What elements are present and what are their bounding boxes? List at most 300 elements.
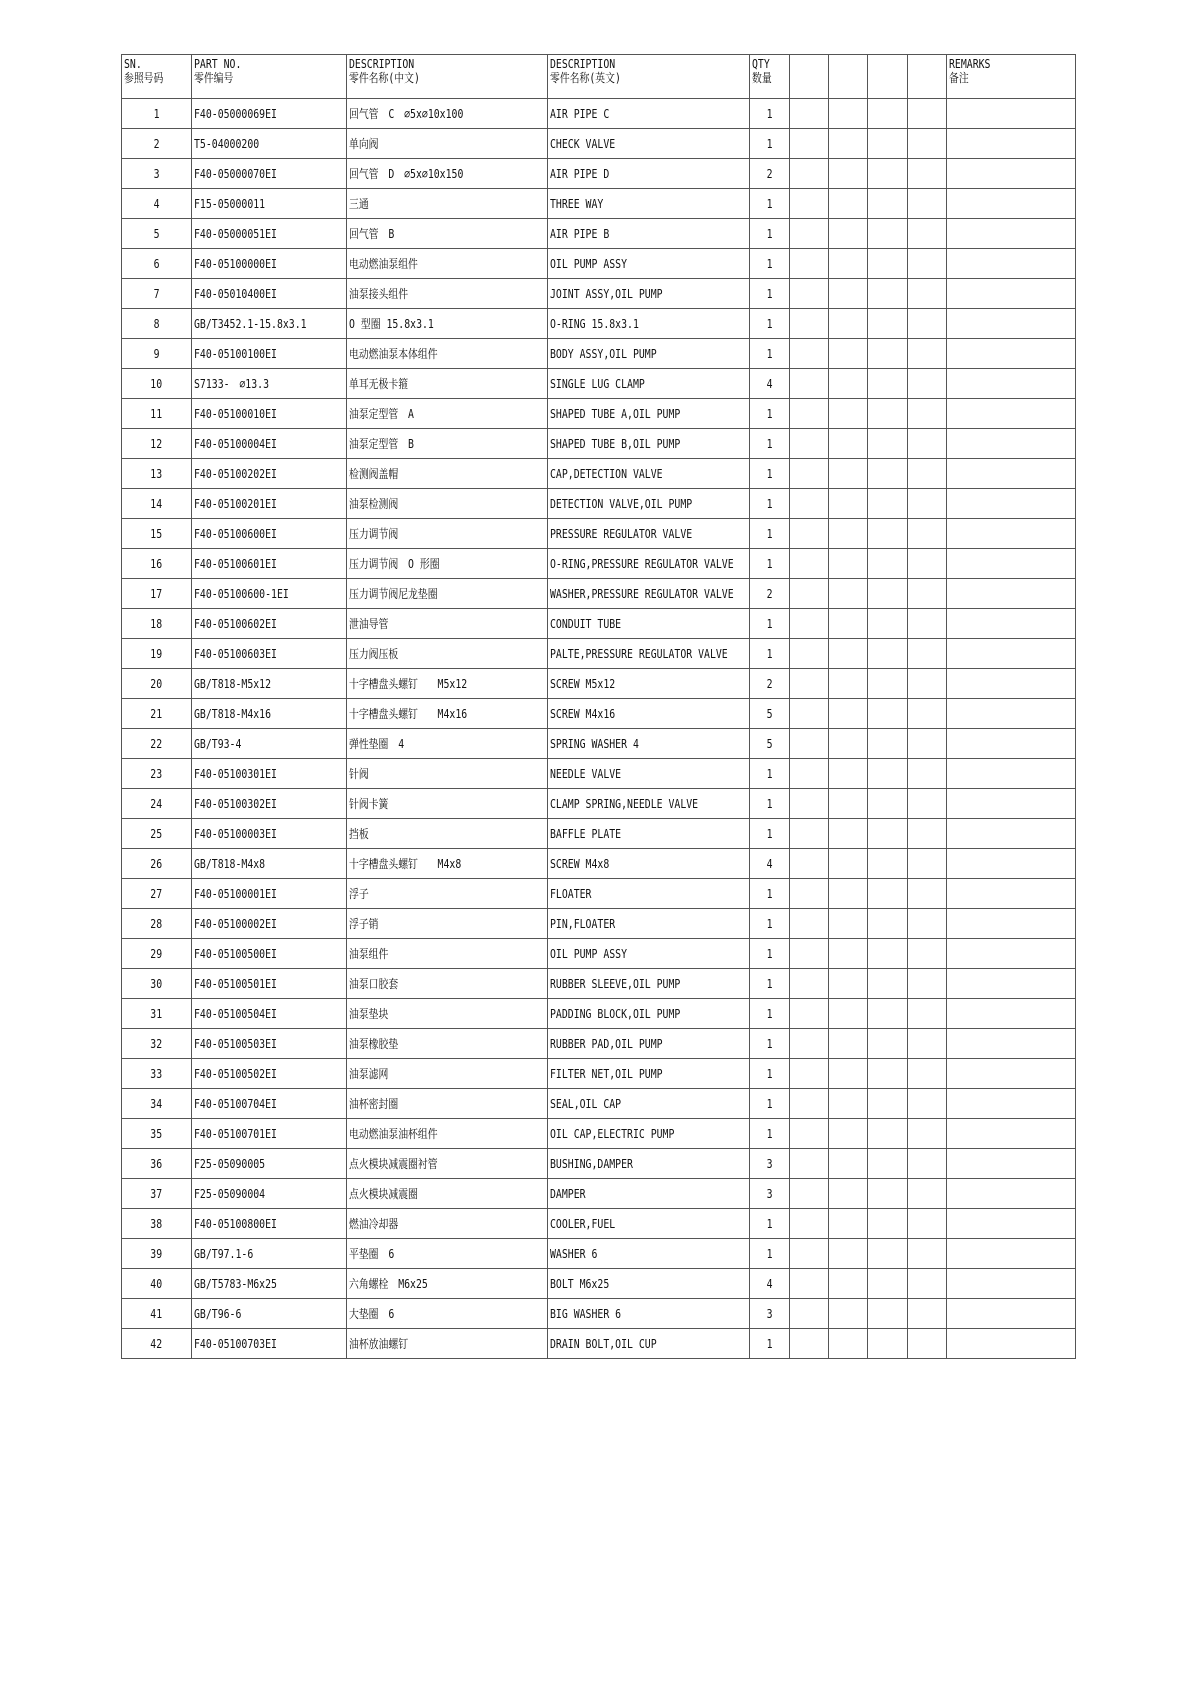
cell-description-cn: 三通 [347, 189, 548, 219]
cell-blank [868, 789, 908, 819]
cell-blank [868, 999, 908, 1029]
cell-blank [790, 1029, 829, 1059]
cell-blank [908, 249, 947, 279]
table-row [122, 879, 1076, 909]
cell-description-en: BIG WASHER 6 [548, 1299, 750, 1329]
cell-blank [790, 429, 829, 459]
cell-remarks [947, 999, 1076, 1029]
cell-part-no: T5-04000200 [192, 129, 347, 159]
table-row [122, 1029, 1076, 1059]
table-row [122, 699, 1076, 729]
cell-description-en: BODY ASSY,OIL PUMP [548, 339, 750, 369]
cell-blank [908, 1329, 947, 1359]
cell-blank [790, 1269, 829, 1299]
cell-description-en: O-RING 15.8x3.1 [548, 309, 750, 339]
cell-blank [908, 549, 947, 579]
cell-blank [829, 1179, 868, 1209]
cell-blank [868, 699, 908, 729]
cell-description-en: SCREW M4x8 [548, 849, 750, 879]
cell-blank [790, 129, 829, 159]
header-blank [908, 55, 947, 99]
table-row [122, 1329, 1076, 1359]
cell-blank [790, 999, 829, 1029]
cell-blank [908, 1179, 947, 1209]
cell-blank [829, 609, 868, 639]
cell-qty: 1 [750, 939, 790, 969]
cell-description-en: DAMPER [548, 1179, 750, 1209]
cell-description-cn: 油泵接头组件 [347, 279, 548, 309]
table-row [122, 1119, 1076, 1149]
cell-part-no: F25-05090004 [192, 1179, 347, 1209]
cell-remarks [947, 249, 1076, 279]
cell-description-cn: 回气管 B [347, 219, 548, 249]
cell-remarks [947, 1119, 1076, 1149]
cell-sn: 17 [122, 579, 192, 609]
cell-blank [829, 219, 868, 249]
cell-blank [829, 1239, 868, 1269]
cell-blank [790, 369, 829, 399]
table-row [122, 549, 1076, 579]
cell-blank [790, 1059, 829, 1089]
table-row [122, 1239, 1076, 1269]
cell-part-no: F40-05100002EI [192, 909, 347, 939]
cell-sn: 11 [122, 399, 192, 429]
cell-description-en: NEEDLE VALVE [548, 759, 750, 789]
cell-description-cn: 单耳无极卡箍 [347, 369, 548, 399]
table-row [122, 1179, 1076, 1209]
table-row [122, 789, 1076, 819]
cell-blank [829, 939, 868, 969]
cell-blank [829, 969, 868, 999]
cell-blank [868, 219, 908, 249]
cell-sn: 1 [122, 99, 192, 129]
cell-part-no: F40-05100000EI [192, 249, 347, 279]
cell-qty: 5 [750, 699, 790, 729]
table-row [122, 999, 1076, 1029]
cell-blank [829, 669, 868, 699]
cell-blank [908, 699, 947, 729]
cell-qty: 2 [750, 669, 790, 699]
cell-blank [868, 1179, 908, 1209]
cell-blank [868, 1059, 908, 1089]
table-row [122, 489, 1076, 519]
cell-blank [868, 519, 908, 549]
cell-description-en: SEAL,OIL CAP [548, 1089, 750, 1119]
cell-blank [829, 639, 868, 669]
table-row [122, 369, 1076, 399]
table-row [122, 519, 1076, 549]
cell-blank [868, 1089, 908, 1119]
cell-sn: 24 [122, 789, 192, 819]
cell-blank [868, 429, 908, 459]
cell-blank [790, 549, 829, 579]
table-body [122, 99, 1076, 1359]
cell-blank [829, 1329, 868, 1359]
cell-blank [908, 1299, 947, 1329]
cell-remarks [947, 579, 1076, 609]
cell-description-en: WASHER 6 [548, 1239, 750, 1269]
cell-blank [868, 459, 908, 489]
cell-remarks [947, 669, 1076, 699]
cell-sn: 22 [122, 729, 192, 759]
cell-sn: 14 [122, 489, 192, 519]
cell-description-en: AIR PIPE D [548, 159, 750, 189]
table-row [122, 189, 1076, 219]
cell-remarks [947, 879, 1076, 909]
cell-blank [829, 159, 868, 189]
cell-remarks [947, 699, 1076, 729]
cell-description-cn: 油泵口胶套 [347, 969, 548, 999]
cell-blank [908, 819, 947, 849]
cell-description-en: FLOATER [548, 879, 750, 909]
cell-blank [790, 1209, 829, 1239]
cell-blank [908, 1089, 947, 1119]
cell-blank [868, 1329, 908, 1359]
cell-description-cn: 电动燃油泵组件 [347, 249, 548, 279]
cell-remarks [947, 609, 1076, 639]
cell-part-no: F40-05100001EI [192, 879, 347, 909]
cell-qty: 1 [750, 549, 790, 579]
cell-blank [829, 369, 868, 399]
header-remarks: REMARKS 备注 [947, 55, 1076, 99]
cell-description-en: BAFFLE PLATE [548, 819, 750, 849]
cell-part-no: F40-05100302EI [192, 789, 347, 819]
cell-description-en: RUBBER PAD,OIL PUMP [548, 1029, 750, 1059]
cell-remarks [947, 1179, 1076, 1209]
cell-blank [790, 1329, 829, 1359]
cell-blank [829, 549, 868, 579]
cell-remarks [947, 1059, 1076, 1089]
header-part-no: PART NO. 零件编号 [192, 55, 347, 99]
cell-blank [790, 159, 829, 189]
cell-description-cn: 油泵橡胶垫 [347, 1029, 548, 1059]
cell-blank [790, 1119, 829, 1149]
cell-sn: 36 [122, 1149, 192, 1179]
cell-blank [868, 549, 908, 579]
cell-blank [790, 219, 829, 249]
header-description-en: DESCRIPTION 零件名称(英文) [548, 55, 750, 99]
cell-blank [790, 1089, 829, 1119]
table-row [122, 579, 1076, 609]
cell-description-cn: 电动燃油泵油杯组件 [347, 1119, 548, 1149]
cell-blank [790, 699, 829, 729]
cell-qty: 5 [750, 729, 790, 759]
cell-sn: 42 [122, 1329, 192, 1359]
table-header-row [122, 55, 1076, 99]
cell-remarks [947, 1089, 1076, 1119]
cell-blank [908, 1269, 947, 1299]
cell-sn: 30 [122, 969, 192, 999]
cell-blank [908, 1119, 947, 1149]
cell-part-no: F25-05090005 [192, 1149, 347, 1179]
cell-description-cn: 十字槽盘头螺钉 M5x12 [347, 669, 548, 699]
cell-sn: 5 [122, 219, 192, 249]
cell-part-no: GB/T818-M4x16 [192, 699, 347, 729]
cell-part-no: F40-05100202EI [192, 459, 347, 489]
cell-blank [868, 939, 908, 969]
cell-blank [790, 459, 829, 489]
cell-blank [868, 1029, 908, 1059]
cell-qty: 3 [750, 1299, 790, 1329]
cell-qty: 4 [750, 1269, 790, 1299]
cell-blank [908, 669, 947, 699]
cell-description-en: DETECTION VALVE,OIL PUMP [548, 489, 750, 519]
cell-qty: 1 [750, 249, 790, 279]
cell-blank [868, 969, 908, 999]
cell-blank [868, 1209, 908, 1239]
table-row [122, 819, 1076, 849]
table-row [122, 309, 1076, 339]
cell-sn: 2 [122, 129, 192, 159]
cell-part-no: GB/T5783-M6x25 [192, 1269, 347, 1299]
cell-blank [908, 129, 947, 159]
cell-sn: 7 [122, 279, 192, 309]
cell-blank [790, 1149, 829, 1179]
cell-blank [829, 99, 868, 129]
cell-blank [908, 969, 947, 999]
cell-qty: 2 [750, 159, 790, 189]
cell-sn: 16 [122, 549, 192, 579]
cell-blank [829, 1149, 868, 1179]
cell-blank [829, 1029, 868, 1059]
cell-blank [868, 309, 908, 339]
cell-description-cn: 油杯放油螺钉 [347, 1329, 548, 1359]
cell-description-en: SPRING WASHER 4 [548, 729, 750, 759]
cell-description-cn: 燃油冷却器 [347, 1209, 548, 1239]
cell-blank [829, 579, 868, 609]
cell-part-no: F40-05100201EI [192, 489, 347, 519]
cell-part-no: F15-05000011 [192, 189, 347, 219]
table-row [122, 729, 1076, 759]
cell-qty: 1 [750, 339, 790, 369]
cell-blank [829, 729, 868, 759]
cell-blank [908, 1149, 947, 1179]
cell-blank [790, 1239, 829, 1269]
cell-qty: 1 [750, 129, 790, 159]
cell-sn: 4 [122, 189, 192, 219]
cell-blank [790, 399, 829, 429]
cell-blank [868, 819, 908, 849]
table-row [122, 459, 1076, 489]
cell-blank [829, 1299, 868, 1329]
cell-remarks [947, 759, 1076, 789]
cell-description-en: PALTE,PRESSURE REGULATOR VALVE [548, 639, 750, 669]
cell-sn: 12 [122, 429, 192, 459]
cell-sn: 10 [122, 369, 192, 399]
cell-description-en: SHAPED TUBE B,OIL PUMP [548, 429, 750, 459]
cell-description-en: O-RING,PRESSURE REGULATOR VALVE [548, 549, 750, 579]
cell-description-en: BOLT M6x25 [548, 1269, 750, 1299]
cell-sn: 37 [122, 1179, 192, 1209]
cell-description-cn: 回气管 D ⌀5x⌀10x150 [347, 159, 548, 189]
parts-list-table [121, 54, 1076, 1359]
cell-sn: 29 [122, 939, 192, 969]
cell-blank [908, 879, 947, 909]
cell-blank [790, 189, 829, 219]
cell-blank [829, 1059, 868, 1089]
cell-blank [868, 369, 908, 399]
cell-description-cn: 油泵定型管 B [347, 429, 548, 459]
cell-qty: 1 [750, 1239, 790, 1269]
cell-qty: 1 [750, 429, 790, 459]
cell-part-no: F40-05100800EI [192, 1209, 347, 1239]
cell-qty: 1 [750, 909, 790, 939]
cell-part-no: F40-05000051EI [192, 219, 347, 249]
cell-blank [908, 909, 947, 939]
table-row [122, 279, 1076, 309]
cell-blank [908, 609, 947, 639]
cell-blank [868, 759, 908, 789]
cell-sn: 23 [122, 759, 192, 789]
cell-sn: 35 [122, 1119, 192, 1149]
cell-blank [868, 1239, 908, 1269]
cell-blank [908, 489, 947, 519]
table-row [122, 969, 1076, 999]
cell-part-no: F40-05100602EI [192, 609, 347, 639]
cell-blank [790, 249, 829, 279]
cell-description-cn: 油泵组件 [347, 939, 548, 969]
cell-sn: 27 [122, 879, 192, 909]
cell-part-no: F40-05100600EI [192, 519, 347, 549]
cell-qty: 1 [750, 189, 790, 219]
cell-remarks [947, 939, 1076, 969]
cell-blank [790, 1179, 829, 1209]
cell-sn: 33 [122, 1059, 192, 1089]
cell-blank [868, 1149, 908, 1179]
cell-qty: 4 [750, 369, 790, 399]
cell-description-cn: 十字槽盘头螺钉 M4x16 [347, 699, 548, 729]
cell-blank [868, 1119, 908, 1149]
cell-part-no: F40-05100600-1EI [192, 579, 347, 609]
cell-remarks [947, 1029, 1076, 1059]
cell-blank [908, 729, 947, 759]
cell-description-en: SHAPED TUBE A,OIL PUMP [548, 399, 750, 429]
cell-blank [908, 1239, 947, 1269]
cell-description-cn: 压力阀压板 [347, 639, 548, 669]
table-row [122, 669, 1076, 699]
cell-remarks [947, 459, 1076, 489]
cell-sn: 32 [122, 1029, 192, 1059]
cell-part-no: GB/T97.1-6 [192, 1239, 347, 1269]
table-row [122, 1299, 1076, 1329]
cell-blank [829, 1119, 868, 1149]
cell-blank [908, 579, 947, 609]
cell-blank [829, 999, 868, 1029]
cell-remarks [947, 639, 1076, 669]
table-row [122, 1089, 1076, 1119]
cell-description-cn: 弹性垫圈 4 [347, 729, 548, 759]
cell-blank [908, 939, 947, 969]
cell-qty: 1 [750, 519, 790, 549]
cell-blank [908, 759, 947, 789]
cell-blank [868, 579, 908, 609]
cell-blank [868, 1299, 908, 1329]
cell-sn: 18 [122, 609, 192, 639]
cell-part-no: S7133- ⌀13.3 [192, 369, 347, 399]
cell-sn: 8 [122, 309, 192, 339]
cell-remarks [947, 159, 1076, 189]
cell-blank [908, 159, 947, 189]
cell-qty: 1 [750, 969, 790, 999]
header-blank [868, 55, 908, 99]
cell-blank [829, 249, 868, 279]
cell-description-cn: 挡板 [347, 819, 548, 849]
cell-sn: 21 [122, 699, 192, 729]
cell-blank [908, 1209, 947, 1239]
cell-part-no: F40-05000069EI [192, 99, 347, 129]
cell-part-no: F40-05100504EI [192, 999, 347, 1029]
cell-sn: 26 [122, 849, 192, 879]
cell-qty: 3 [750, 1149, 790, 1179]
cell-part-no: F40-05100601EI [192, 549, 347, 579]
cell-blank [908, 849, 947, 879]
cell-blank [908, 789, 947, 819]
cell-part-no: F40-05100704EI [192, 1089, 347, 1119]
cell-qty: 2 [750, 579, 790, 609]
cell-blank [868, 729, 908, 759]
table-row [122, 909, 1076, 939]
cell-blank [868, 669, 908, 699]
cell-blank [790, 99, 829, 129]
cell-part-no: F40-05100100EI [192, 339, 347, 369]
cell-remarks [947, 819, 1076, 849]
cell-description-en: PADDING BLOCK,OIL PUMP [548, 999, 750, 1029]
cell-blank [790, 729, 829, 759]
cell-description-en: PIN,FLOATER [548, 909, 750, 939]
table-row [122, 249, 1076, 279]
cell-description-cn: 油泵垫块 [347, 999, 548, 1029]
cell-blank [790, 969, 829, 999]
cell-blank [868, 159, 908, 189]
cell-qty: 1 [750, 1119, 790, 1149]
cell-qty: 1 [750, 759, 790, 789]
cell-blank [868, 639, 908, 669]
cell-blank [868, 99, 908, 129]
header-blank [829, 55, 868, 99]
cell-blank [790, 879, 829, 909]
cell-part-no: GB/T93-4 [192, 729, 347, 759]
cell-description-en: OIL PUMP ASSY [548, 939, 750, 969]
cell-blank [868, 1269, 908, 1299]
cell-description-cn: 油杯密封圈 [347, 1089, 548, 1119]
cell-blank [790, 579, 829, 609]
cell-blank [868, 489, 908, 519]
table-row [122, 639, 1076, 669]
cell-description-cn: 六角螺栓 M6x25 [347, 1269, 548, 1299]
cell-blank [829, 879, 868, 909]
cell-description-cn: 油泵定型管 A [347, 399, 548, 429]
cell-remarks [947, 429, 1076, 459]
cell-blank [829, 759, 868, 789]
cell-blank [829, 459, 868, 489]
cell-part-no: F40-05100502EI [192, 1059, 347, 1089]
cell-blank [908, 459, 947, 489]
cell-remarks [947, 129, 1076, 159]
cell-blank [790, 609, 829, 639]
cell-remarks [947, 489, 1076, 519]
cell-sn: 28 [122, 909, 192, 939]
cell-description-en: FILTER NET,OIL PUMP [548, 1059, 750, 1089]
cell-description-en: RUBBER SLEEVE,OIL PUMP [548, 969, 750, 999]
cell-blank [790, 819, 829, 849]
table-row [122, 339, 1076, 369]
cell-blank [829, 909, 868, 939]
table-row [122, 849, 1076, 879]
cell-blank [829, 789, 868, 819]
cell-blank [908, 399, 947, 429]
cell-description-cn: O 型圈 15.8x3.1 [347, 309, 548, 339]
cell-blank [790, 849, 829, 879]
